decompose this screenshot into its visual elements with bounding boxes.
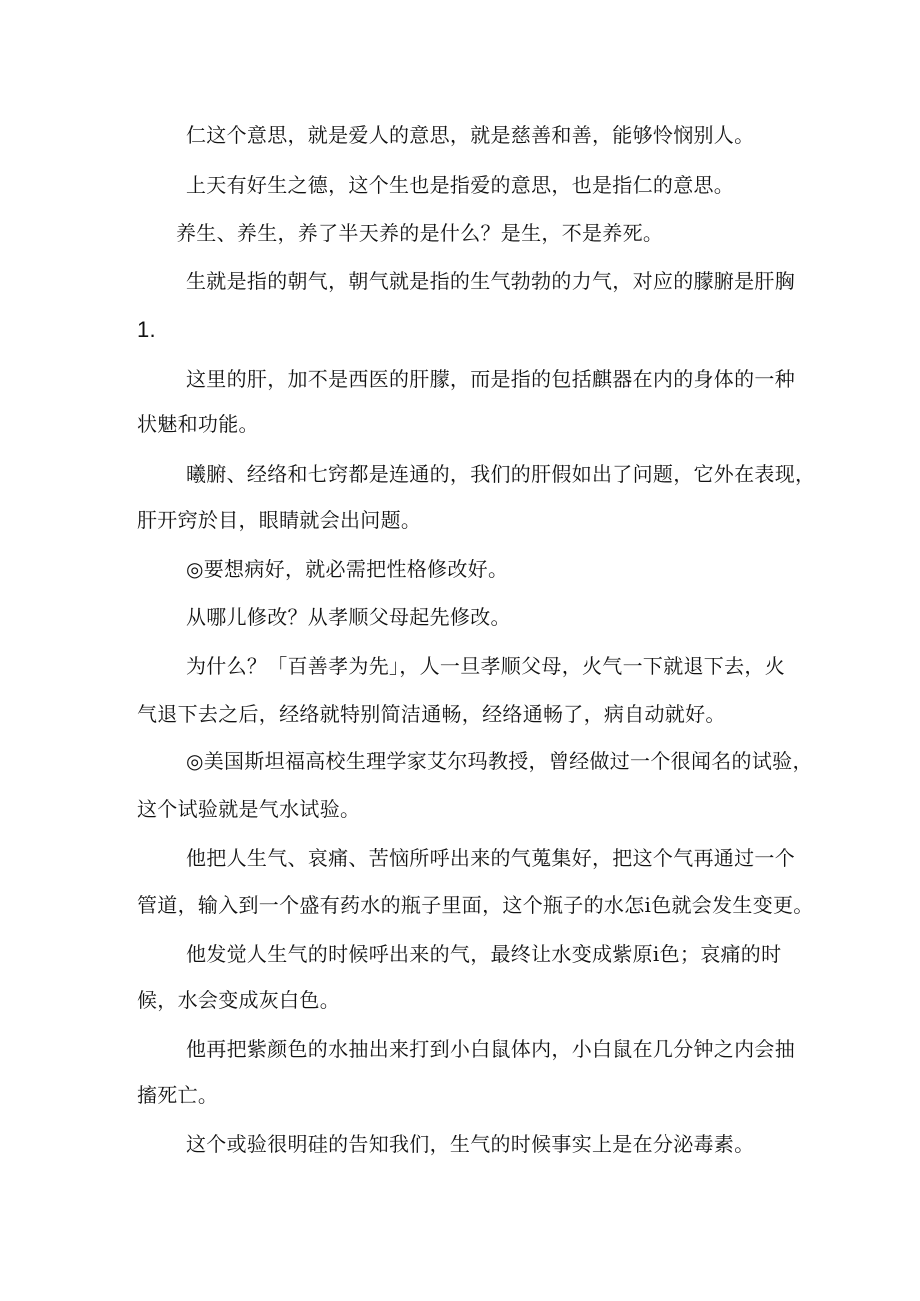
text-line: 肝开窍於目，眼睛就会出问题。 [137, 508, 422, 532]
text-line: 气退下去之后，经络就特别简洁通畅，经络通畅了，病自动就好。 [137, 702, 726, 726]
text-line: 他发觉人生气的时候呼出来的气，最终让水变成紫原i色；哀痛的时 [186, 942, 782, 966]
text-line: ◎要想病好，就必需把性格修改好。 [186, 557, 509, 581]
text-line: 这个或验很明硅的告知我们，生气的时候事实上是在分泌毒素。 [186, 1132, 755, 1156]
text-line: 仁这个意思，就是爱人的意思，就是慈善和善，能够怜悯别人。 [186, 123, 755, 147]
text-line: 这个试验就是气水试验。 [137, 797, 361, 821]
text-line: 这里的肝，加不是西医的肝朦，而是指的包括麒器在内的身体的一种 [186, 367, 795, 391]
text-line: 搐死亡。 [137, 1083, 219, 1107]
text-line: 候，水会变成灰白色。 [137, 988, 340, 1012]
text-line: 曦腑、经络和七窍都是连通的，我们的肝假如出了问题，它外在表现， [186, 462, 816, 486]
text-line: 他把人生气、哀痛、苦恼所呼出来的气蒐集好，把这个气再通过一个 [186, 846, 795, 870]
text-line: 从哪儿修改？从孝顺父母起先修改。 [186, 605, 511, 629]
text-line: 管道，输入到一个盛有药水的瓶子里面，这个瓶子的水怎i色就会发生变更。 [137, 893, 814, 917]
text-line: 他再把紫颜色的水抽出来打到小白鼠体内，小白鼠在几分钟之内会抽 [186, 1037, 795, 1061]
text-line: ◎美国斯坦福高校生理学家艾尔玛教授，曾经做过一个很闻名的试验， [186, 749, 813, 773]
text-line: 1. [137, 317, 156, 342]
text-line: 状魅和功能。 [137, 412, 259, 436]
text-line: 生就是指的朝气，朝气就是指的生气勃勃的力气，对应的朦腑是肝胸 [186, 269, 795, 293]
text-line: 上天有好生之德，这个生也是指爱的意思，也是指仁的意思。 [186, 173, 735, 197]
text-line: 为什么？「百善孝为先」，人一旦孝顺父母，火气一下就退下去，火 [186, 654, 785, 678]
text-line: 养生、养生，养了半天养的是什么？是生，不是养死。 [176, 221, 664, 245]
